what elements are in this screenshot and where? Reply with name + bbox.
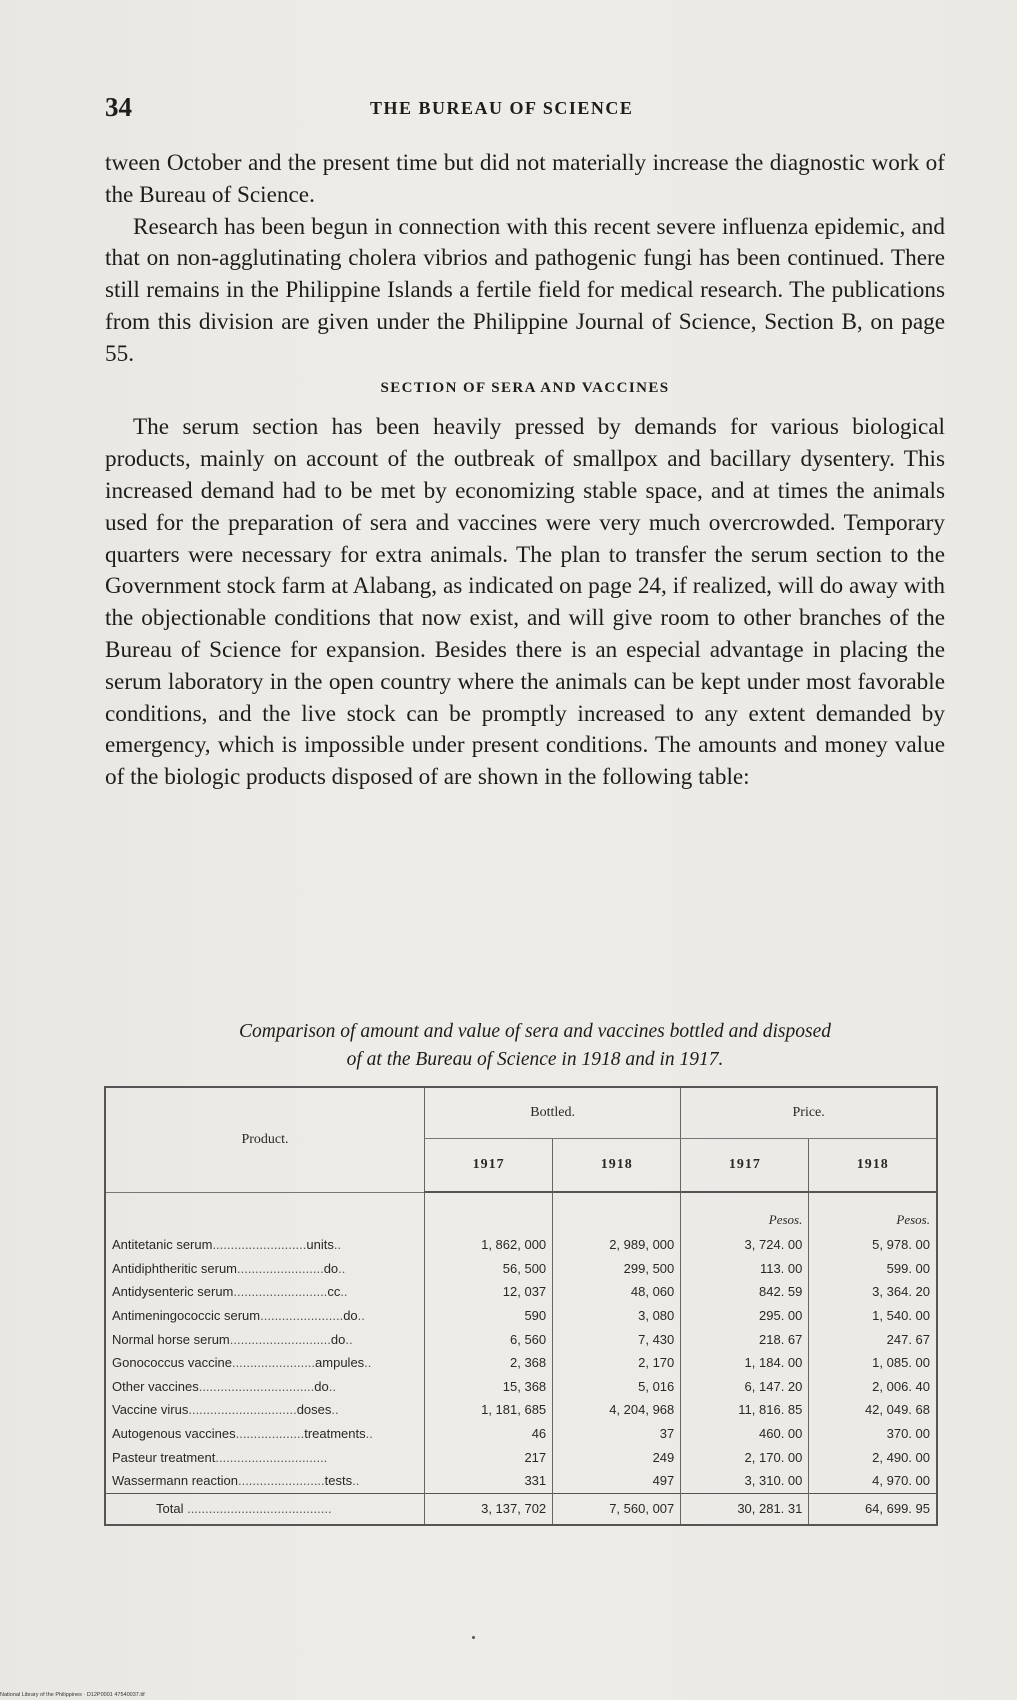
product-unit: ampules [315,1355,365,1371]
value-p1918: 2, 006. 40 [809,1375,937,1399]
leader-dots: .......................... [233,1284,328,1300]
product-name-cell [105,1304,425,1328]
leader-dots: ........................................ [183,1501,332,1517]
value-b1917: 56, 500 [425,1257,553,1281]
table-row [105,1351,937,1375]
value-p1917: 295. 00 [681,1304,809,1328]
product-name: Gonococcus vaccine [112,1355,232,1371]
caption-line-2: of at the Bureau of Science in 1918 and in 1917. [346,1049,724,1070]
value-b1918: 37 [553,1422,681,1446]
product-unit: units [306,1237,334,1253]
product-name: Normal horse serum [112,1331,230,1347]
leader-dots: ........................ [237,1260,324,1276]
leader-dots-end: .. [365,1426,373,1442]
value-p1918: 1, 085. 00 [809,1351,937,1375]
table-row [105,1445,937,1469]
product-unit: do [323,1260,339,1276]
product-name-cell [105,1445,425,1469]
product-name-cell [105,1327,425,1351]
leader-dots-end: .. [328,1378,336,1394]
header-product: Product. [105,1087,425,1192]
leader-dots-end: .. [364,1355,372,1371]
value-p1917: 3, 724. 00 [681,1233,809,1257]
value-b1917: 331 [425,1469,553,1493]
total-b1918: 7, 560, 007 [553,1493,681,1525]
running-head: THE BUREAU OF SCIENCE [370,98,634,118]
value-p1917: 218. 67 [681,1327,809,1351]
unit-price-1917: Pesos. [681,1192,809,1233]
leader-dots: .............................. [188,1402,297,1418]
value-p1917: 842. 59 [681,1280,809,1304]
header-price: Price. [681,1087,937,1139]
leader-dots-end: .. [345,1331,353,1347]
value-b1918: 48, 060 [553,1280,681,1304]
paragraph-2: Research has been begun in connection with this recent severe influenza epidemic, and that on non-agglutinating cholera vibrios and pathogenic fungi has been continued. There still remains in the Philippine Islands a fertile field for medical research. The publications from this division are given under the Philippine Journal of Science, Section B, on page 55. [105,213,945,367]
product-unit: tests [324,1473,353,1489]
units-row [105,1192,937,1233]
table-row [105,1469,937,1493]
leader-dots-end: .. [338,1260,346,1276]
product-name-cell [105,1280,425,1304]
value-b1917: 1, 181, 685 [425,1398,553,1422]
product-name: Antitetanic serum [112,1237,213,1253]
leader-dots: ................................ [198,1378,315,1394]
value-b1917: 2, 368 [425,1351,553,1375]
header-bottled-1918: 1918 [553,1139,681,1193]
product-name: Autogenous vaccines [112,1426,236,1442]
leader-dots: ............................... [215,1449,328,1465]
value-p1918: 2, 490. 00 [809,1445,937,1469]
total-row [105,1493,937,1525]
value-b1917: 217 [425,1445,553,1469]
table-body [105,1192,937,1525]
header-bottled: Bottled. [425,1087,681,1139]
table-row [105,1398,937,1422]
value-b1918: 4, 204, 968 [553,1398,681,1422]
header-price-1917: 1917 [681,1139,809,1193]
leader-dots: .......................... [212,1237,307,1253]
product-name: Antimeningococcic serum [112,1308,261,1324]
value-p1918: 247. 67 [809,1327,937,1351]
page-number: 34 [105,92,132,122]
caption-line-1: Comparison of amount and value of sera and vaccines bottled and disposed [239,1021,831,1042]
value-p1917: 1, 184. 00 [681,1351,809,1375]
scan-footer: National Library of the Philippines · D12P0001 47540037.tif [0,1692,145,1698]
section-title: SECTION OF SERA AND VACCINES [380,379,670,396]
product-unit: doses [296,1402,332,1418]
product-unit: do [314,1378,329,1394]
total-b1917: 3, 137, 702 [425,1493,553,1525]
value-b1918: 5, 016 [553,1375,681,1399]
value-p1917: 3, 310. 00 [681,1469,809,1493]
total-label: Total [156,1501,184,1517]
leader-dots: ....................... [260,1308,344,1324]
value-p1918: 3, 364. 20 [809,1280,937,1304]
leader-dots-end: .. [333,1237,342,1253]
table-caption [130,1018,940,1074]
value-b1917: 590 [425,1304,553,1328]
value-b1918: 299, 500 [553,1257,681,1281]
product-name: Vaccine virus [112,1402,189,1418]
product-unit: do [343,1308,358,1324]
value-b1917: 46 [425,1422,553,1446]
value-b1918: 249 [553,1445,681,1469]
value-b1918: 3, 080 [553,1304,681,1328]
total-p1917: 30, 281. 31 [681,1493,809,1525]
value-b1917: 12, 037 [425,1280,553,1304]
value-b1918: 2, 170 [553,1351,681,1375]
value-p1918: 599. 00 [809,1257,937,1281]
leader-dots: ................... [235,1426,305,1442]
product-name-cell [105,1375,425,1399]
leader-dots: ........................ [237,1473,325,1489]
total-p1918: 64, 699. 95 [809,1493,937,1525]
leader-dots-end: .. [352,1473,360,1489]
paragraph-1: tween October and the present time but did not materially increase the diagnostic work of the Bureau of Science. [105,150,945,208]
value-b1918: 7, 430 [553,1327,681,1351]
header-bottled-1917: 1917 [425,1139,553,1193]
product-name-cell [105,1422,425,1446]
total-label-cell [105,1493,425,1525]
value-b1918: 2, 989, 000 [553,1233,681,1257]
product-name-cell [105,1351,425,1375]
leader-dots: ............................ [229,1331,331,1347]
products-table [104,1086,938,1526]
product-unit: cc [327,1284,341,1300]
header-price-1918: 1918 [809,1139,937,1193]
paragraph-3: The serum section has been heavily pressed by demands for various biological products, mainly on account of the outbreak of smallpox and bacillary dysentery. This increased demand had to be met by economizing stable space, and at times the animals used for the preparation of sera and vaccines were very much overcrowded. Temporary quarters were necessary for extra animals. The plan to transfer the serum section to the Government stock farm at Alabang, as indicated on page 24, if realized, will do away with the objectionable conditions that now exist, and will give room to other branches of the Bureau of Science for expansion. Besides there is an especial advantage in placing the serum laboratory in the open country where the animals can be kept under most favorable conditions, and the live stock can be promptly increased to any extent demanded by emergency, which is impossible under present conditions. The amounts and money value of the biologic products disposed of are shown in the following table: [105,414,945,791]
product-name-cell [105,1469,425,1493]
value-b1917: 15, 368 [425,1375,553,1399]
product-name-cell [105,1257,425,1281]
product-name: Other vaccines [112,1378,199,1394]
print-speck [472,1636,475,1639]
value-p1918: 1, 540. 00 [809,1304,937,1328]
value-p1917: 6, 147. 20 [681,1375,809,1399]
product-unit: treatments [304,1426,366,1442]
leader-dots: ....................... [231,1355,316,1371]
value-p1917: 113. 00 [681,1257,809,1281]
table-row [105,1304,937,1328]
value-p1917: 2, 170. 00 [681,1445,809,1469]
product-name: Pasteur treatment [112,1449,216,1465]
body-text [105,148,945,794]
leader-dots-end: .. [331,1402,339,1418]
value-p1918: 42, 049. 68 [809,1398,937,1422]
unit-price-1918: Pesos. [809,1192,937,1233]
table-row [105,1233,937,1257]
table-row [105,1422,937,1446]
product-name-cell [105,1398,425,1422]
value-p1918: 5, 978. 00 [809,1233,937,1257]
table-row [105,1280,937,1304]
value-p1918: 370. 00 [809,1422,937,1446]
leader-dots-end: .. [357,1308,365,1324]
value-p1917: 460. 00 [681,1422,809,1446]
value-b1918: 497 [553,1469,681,1493]
value-p1917: 11, 816. 85 [681,1398,809,1422]
product-name-cell [105,1233,425,1257]
product-name: Wassermann reaction [112,1473,238,1489]
product-unit: do [330,1331,346,1347]
page-header [105,92,935,126]
value-b1917: 1, 862, 000 [425,1233,553,1257]
value-p1918: 4, 970. 00 [809,1469,937,1493]
leader-dots-end: .. [340,1284,348,1300]
table-row [105,1375,937,1399]
product-name: Antidiphtheritic serum [112,1260,237,1276]
value-b1917: 6, 560 [425,1327,553,1351]
table-row [105,1327,937,1351]
table-row [105,1257,937,1281]
product-name: Antidysenteric serum [112,1284,234,1300]
